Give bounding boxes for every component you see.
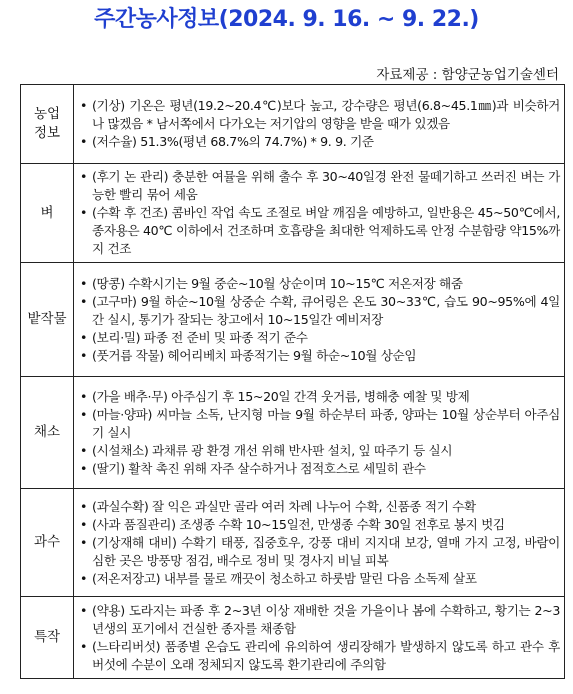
list-item bbox=[78, 406, 560, 442]
bullet-icon: • bbox=[80, 516, 88, 532]
list-item bbox=[78, 347, 560, 365]
list-item-text: (수확 후 건조) 콤바인 작업 속도 조절로 벼알 깨짐을 예방하고, 일반용은 45~50℃에서, 종자용은 40℃ 이하에서 건조하며 호흡량을 최대한 억제하도록 안정 수분함량 약15%까지 건조 bbox=[92, 205, 560, 256]
list-item bbox=[78, 570, 560, 588]
list-item-text: (후기 논 관리) 충분한 여뮬을 위해 출수 후 30~40일경 완전 물떼기하고 쓰러진 벼는 가능한 빨리 묶어 세움 bbox=[92, 169, 560, 202]
list-item bbox=[78, 460, 560, 478]
list-item-text: (기상) 기온은 평년(19.2~20.4℃)보다 높고, 강수량은 평년(6.8~45.1㎜)과 비슷하거나 많겠음 * 남서쪽에서 다가오는 저기압의 영향을 받을 때가 있겠음 bbox=[92, 98, 560, 131]
bullet-icon: • bbox=[80, 169, 88, 184]
list-item-text: (과실수확) 잘 익은 과실만 골라 여러 차례 나누어 수확, 신품종 적기 수확 bbox=[92, 498, 476, 514]
list-item-text: (가을 배추·무) 아주심기 후 15~20일 간격 웃거름, 병해충 예찰 및 방제 bbox=[92, 388, 470, 404]
item-list bbox=[78, 97, 560, 151]
list-item-text: (약용) 도라지는 파종 후 2~3년 이상 재배한 것을 가을이나 봄에 수확하고, 황기는 2~3년생의 포기에서 건실한 종자를 채종함 bbox=[92, 602, 560, 636]
section-row bbox=[21, 489, 565, 597]
list-item bbox=[78, 602, 560, 638]
category-label: 벼 bbox=[40, 204, 54, 221]
section-row bbox=[21, 85, 565, 164]
items-cell bbox=[74, 597, 565, 679]
category-cell bbox=[21, 263, 74, 377]
items-cell bbox=[74, 489, 565, 597]
list-item-text: (땅콩) 수확시기는 9월 중순~10월 상순이며 10~15℃ 저온저장 해줌 bbox=[92, 275, 463, 291]
list-item-text: (기상재해 대비) 수확기 태풍, 집중호우, 강풍 대비 지지대 보강, 열매 가지 고정, 바람이 심한 곳은 방풍망 점검, 배수로 정비 및 경사지 비닐 피복 bbox=[92, 534, 560, 568]
bullet-icon: • bbox=[80, 205, 88, 220]
category-cell bbox=[21, 164, 74, 263]
list-item-text: (느타리버섯) 품종별 온습도 관리에 유의하여 생리장해가 발생하지 않도록 하고 관수 후 버섯에 수분이 오래 정체되지 않도록 환기관리에 주의함 bbox=[92, 638, 560, 672]
list-item-text: (고구마) 9월 하순~10월 상중순 수확, 큐어링은 온도 30~33℃, 습도 90~95%에 4일간 실시, 통기가 잘되는 창고에서 10~15일간 예비저장 bbox=[92, 293, 560, 327]
list-item bbox=[78, 516, 560, 534]
bullet-icon: • bbox=[80, 570, 88, 586]
list-item-text: (보리·밀) 파종 전 준비 및 파종 적기 준수 bbox=[92, 329, 308, 345]
bullet-icon: • bbox=[80, 638, 88, 654]
bullet-icon: • bbox=[80, 406, 88, 422]
item-list bbox=[78, 602, 560, 674]
bullet-icon: • bbox=[80, 460, 88, 476]
list-item bbox=[78, 133, 560, 151]
list-item-text: (풋거름 작물) 헤어리베치 파종적기는 9월 하순~10월 상순임 bbox=[92, 347, 417, 363]
list-item-text: (저온저장고) 내부를 물로 깨끗이 청소하고 하룻밤 말린 다음 소독제 살포 bbox=[92, 570, 477, 586]
items-cell bbox=[74, 164, 565, 263]
bullet-icon: • bbox=[80, 98, 88, 113]
bullet-icon: • bbox=[80, 442, 88, 458]
list-item-text: (사과 품질관리) 조생종 수확 10~15일전, 만생종 수확 30일 전후로 봉지 벗김 bbox=[92, 516, 505, 532]
category-cell bbox=[21, 85, 74, 164]
bullet-icon: • bbox=[80, 275, 88, 291]
list-item-text: (딸기) 활착 촉진 위해 자주 살수하거나 점적호스로 세밀히 관수 bbox=[92, 460, 426, 476]
list-item-text: (저수율) 51.3%(평년 68.7%의 74.7%) * 9. 9. 기준 bbox=[92, 134, 374, 149]
list-item bbox=[78, 168, 560, 204]
category-label: 농업 정보 bbox=[33, 106, 61, 141]
section-row bbox=[21, 597, 565, 679]
bullet-icon: • bbox=[80, 134, 88, 149]
bullet-icon: • bbox=[80, 534, 88, 550]
items-cell bbox=[74, 85, 565, 164]
bullet-icon: • bbox=[80, 388, 88, 404]
category-cell bbox=[21, 597, 74, 679]
list-item bbox=[78, 388, 560, 406]
list-item-text: (시설채소) 과채류 광 환경 개선 위해 반사판 설치, 잎 따주기 등 실시 bbox=[92, 442, 453, 458]
item-list bbox=[78, 388, 560, 478]
item-list bbox=[78, 275, 560, 365]
bullet-icon: • bbox=[80, 329, 88, 345]
item-list bbox=[78, 498, 560, 588]
list-item bbox=[78, 442, 560, 460]
category-label: 특작 bbox=[33, 629, 61, 645]
list-item bbox=[78, 97, 560, 133]
list-item bbox=[78, 275, 560, 293]
section-row bbox=[21, 164, 565, 263]
category-cell bbox=[21, 489, 74, 597]
category-label: 밭작물 bbox=[27, 311, 67, 327]
list-item bbox=[78, 293, 560, 329]
bullet-icon: • bbox=[80, 498, 88, 514]
section-row bbox=[21, 263, 565, 377]
page-title: 주간농사정보(2024. 9. 16. ~ 9. 22.) bbox=[94, 7, 479, 32]
source-credit: 자료제공 : 함양군농업기술센터 bbox=[376, 67, 559, 83]
category-label: 과수 bbox=[33, 534, 61, 550]
list-item bbox=[78, 534, 560, 570]
bullet-icon: • bbox=[80, 293, 88, 309]
list-item bbox=[78, 498, 560, 516]
farming-info-table bbox=[20, 84, 565, 679]
item-list bbox=[78, 168, 560, 258]
list-item bbox=[78, 204, 560, 258]
section-row bbox=[21, 377, 565, 489]
bullet-icon: • bbox=[80, 347, 88, 363]
bullet-icon: • bbox=[80, 602, 88, 618]
items-cell bbox=[74, 377, 565, 489]
list-item-text: (마늘·양파) 씨마늘 소독, 난지형 마늘 9월 하순부터 파종, 양파는 10월 상순부터 아주심기 실시 bbox=[92, 406, 560, 440]
category-label: 채소 bbox=[33, 424, 61, 440]
list-item bbox=[78, 329, 560, 347]
list-item bbox=[78, 638, 560, 674]
items-cell bbox=[74, 263, 565, 377]
category-cell bbox=[21, 377, 74, 489]
